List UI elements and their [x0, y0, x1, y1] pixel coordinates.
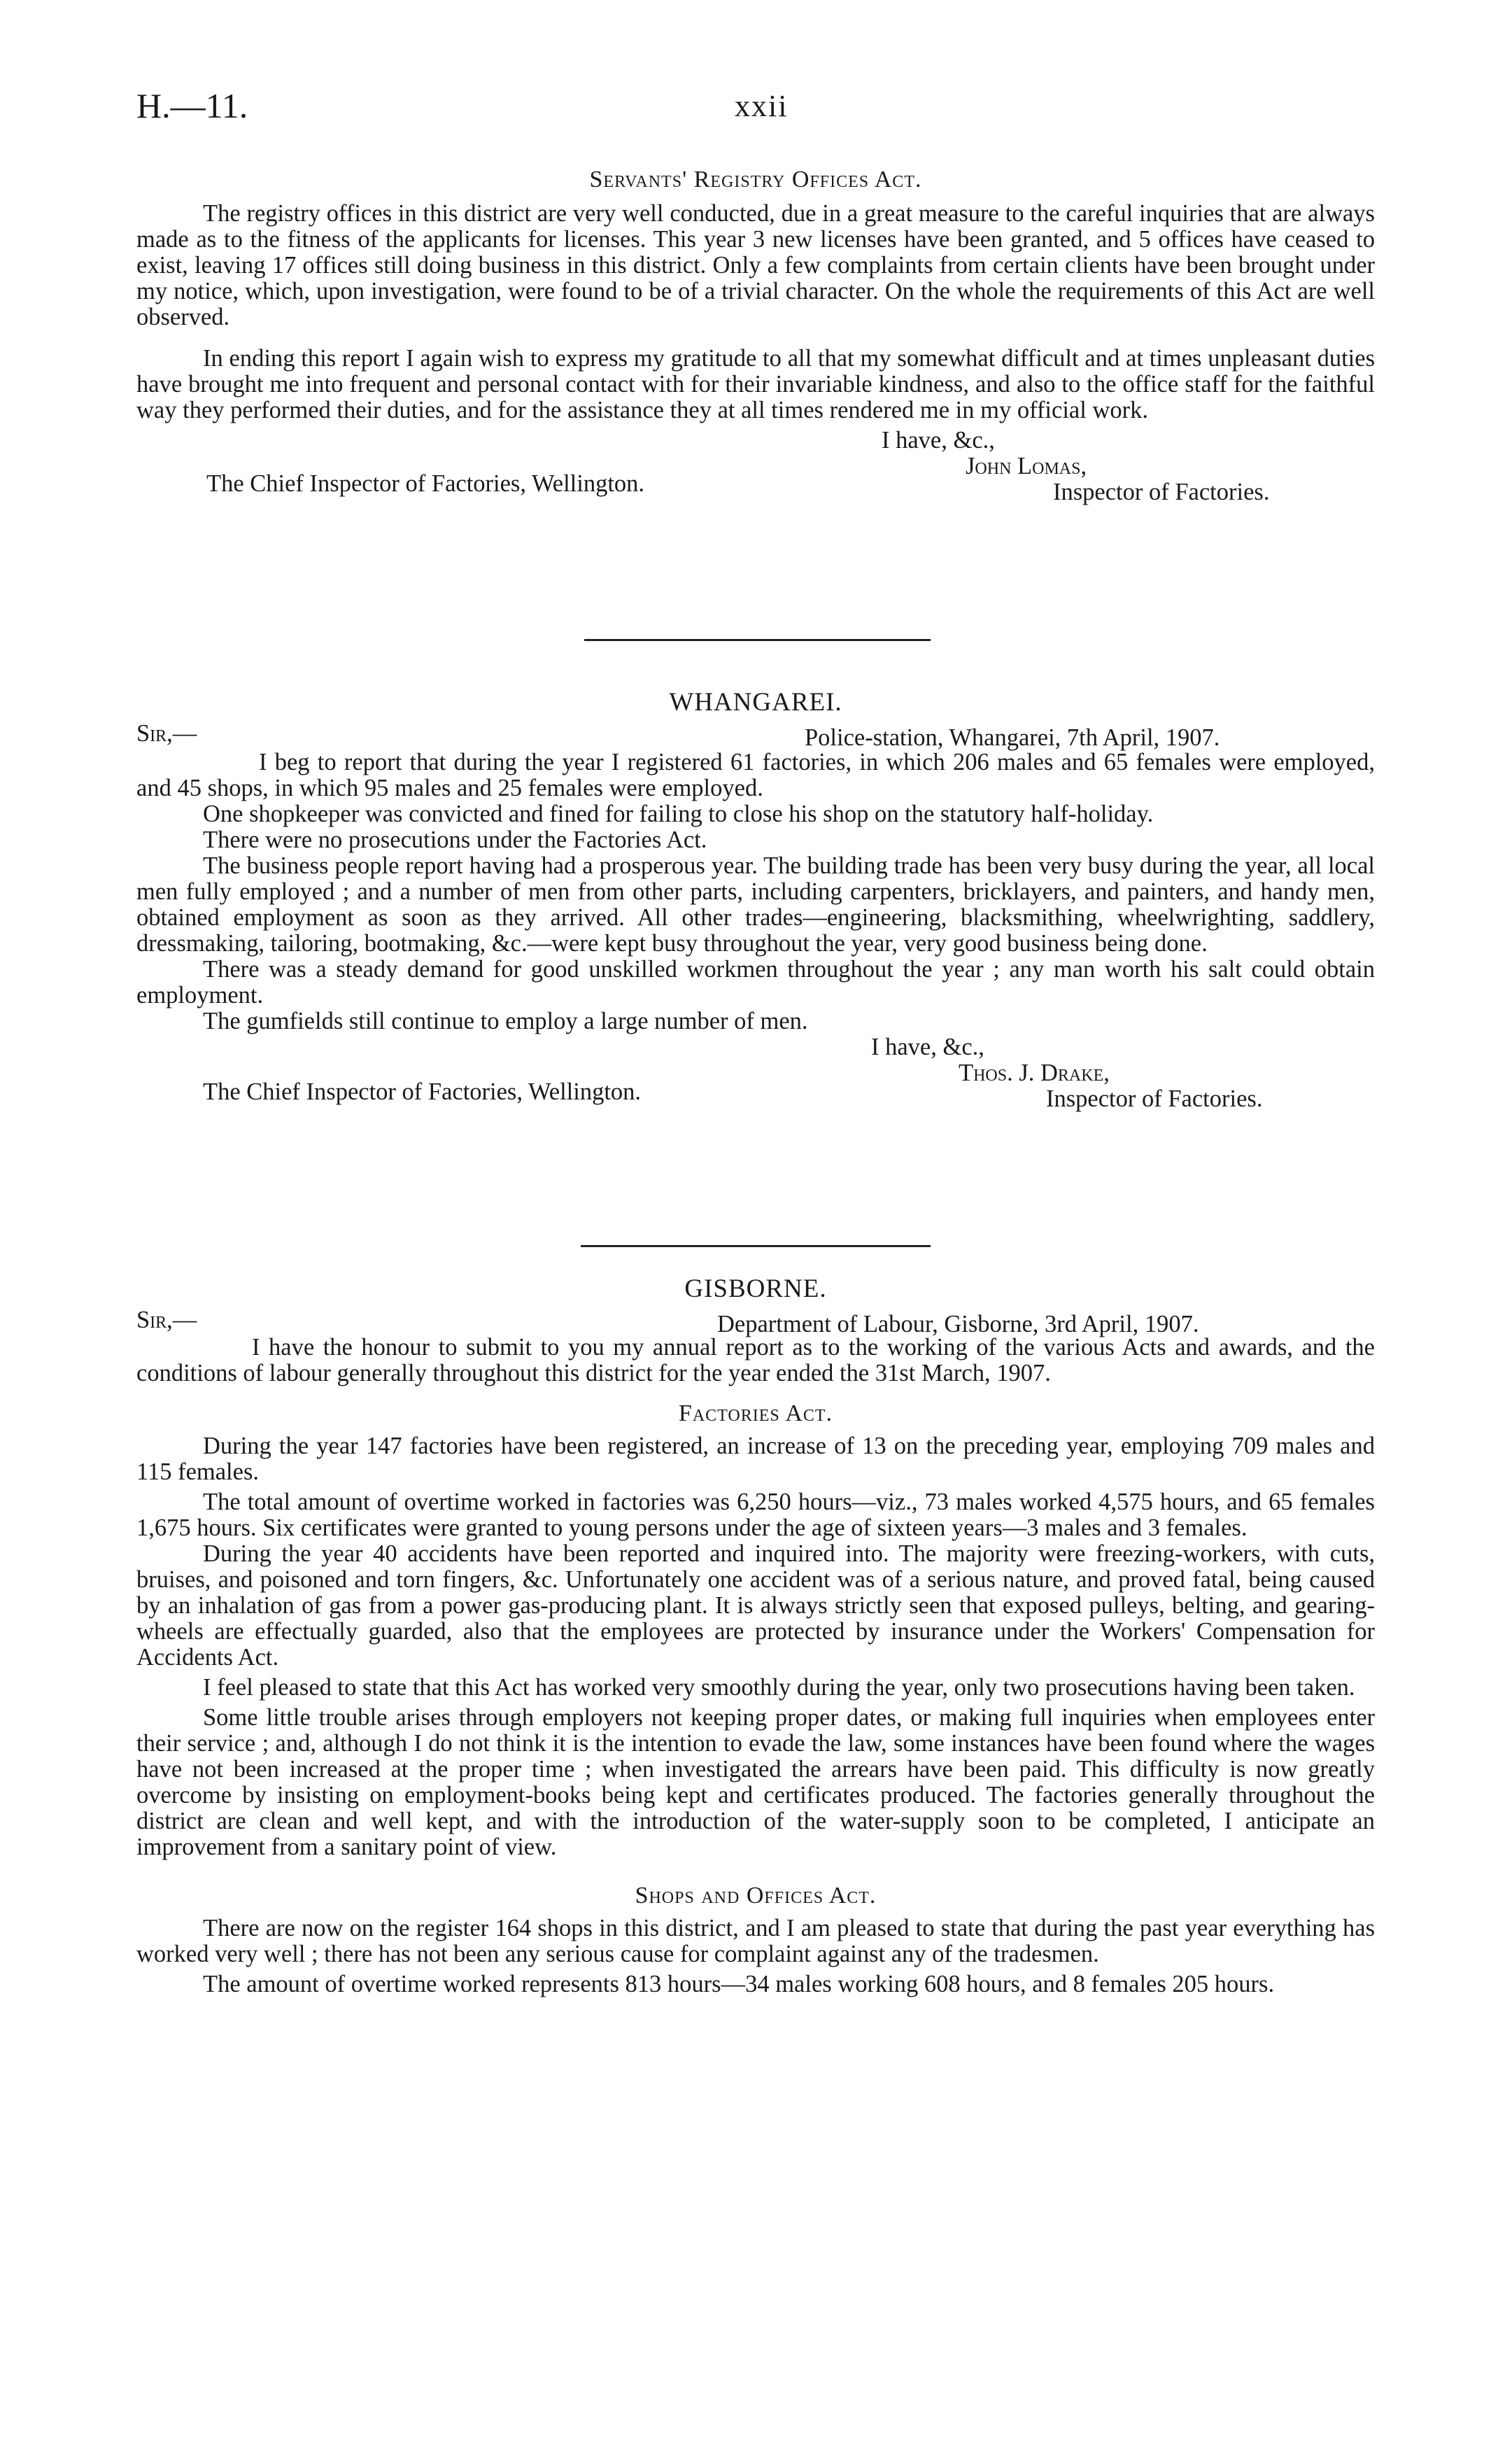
factories-paragraph: During the year 147 factories have been registered, an increase of 13 on the preceding year, employing 709 males and 115 females.: [136, 1433, 1375, 1485]
whangarei-paragraph: I beg to report that during the year I registered 61 factories, in which 206 males and 65 females were employed, and 45 shops, in which 95 males and 25 females were employed.: [136, 749, 1375, 801]
whangarei-paragraph: The gumfields still continue to employ a large number of men.: [203, 1008, 808, 1034]
servants-signer-title: Inspector of Factories.: [1053, 479, 1270, 505]
servants-closing: I have, &c.,: [882, 427, 995, 454]
factories-act-heading: Factories Act.: [678, 1400, 833, 1426]
factories-paragraph: Some little trouble arises through employers not keeping proper dates, or making full inquiries when employees enter their service ; and, although I do not think it is the intention to evade the law, some instances have been found where the wages have not been increased at the proper time ; when investigated the arrears have been paid. This difficulty is now greatly overcome by insisting on employment-books being kept and certificates produced. The factories generally throughout the district are clean and well kept, and with the introduction of the water-supply soon to be completed, I anticipate an improvement from a sanitary point of view.: [136, 1704, 1375, 1860]
whangarei-closing: I have, &c.,: [871, 1034, 984, 1060]
section-divider: [581, 1245, 931, 1247]
whangarei-signer-title: Inspector of Factories.: [1046, 1085, 1263, 1112]
whangarei-paragraph: The business people report having had a prosperous year. The building trade has been very busy during the year, all local men fully employed ; and a number of men from other parts, including carpenters, bricklayers, and painters, and handy men, obtained employment as soon as they arrived. All other trades—engineering, blacksmithing, wheelwrighting, saddlery, dressmaking, tailoring, bootmaking, &c.—were kept busy throughout the year, very good business being done.: [136, 852, 1375, 957]
servants-addressee: The Chief Inspector of Factories, Wellington.: [206, 470, 645, 497]
whangarei-addressee: The Chief Inspector of Factories, Wellington.: [203, 1078, 642, 1105]
whangarei-paragraph: One shopkeeper was convicted and fined for failing to close his shop on the statutory half-holiday.: [203, 801, 1154, 827]
whangarei-paragraph: There were no prosecutions under the Factories Act.: [203, 827, 707, 853]
shops-paragraph: There are now on the register 164 shops in this district, and I am pleased to state that during the past year everything has worked very well ; there has not been any serious cause for complaint against any of the tradesmen.: [136, 1915, 1375, 1967]
servants-heading: Servants' Registry Offices Act.: [589, 167, 922, 192]
gisborne-heading: GISBORNE.: [684, 1274, 827, 1303]
gisborne-intro: I have the honour to submit to you my annual report as to the working of the various Acts and awards, and the conditions of labour generally throughout this district for the year ended the 31st March, 1907.: [136, 1334, 1375, 1386]
whangarei-signer: Thos. J. Drake,: [959, 1060, 1110, 1086]
gisborne-section: [136, 1276, 1375, 1997]
section-divider: [584, 639, 931, 641]
whangarei-paragraph: There was a steady demand for good unskilled workmen throughout the year ; any man worth his salt could obtain employment.: [136, 956, 1375, 1008]
servants-signer: John Lomas,: [966, 453, 1087, 479]
whangarei-heading: WHANGAREI.: [669, 688, 842, 717]
whangarei-section: [136, 689, 1375, 1112]
shops-paragraph: The amount of overtime worked represents 813 hours—34 males working 608 hours, and 8 females 205 hours.: [203, 1971, 1275, 1997]
factories-paragraph: I feel pleased to state that this Act has worked very smoothly during the year, only two prosecutions having been taken.: [203, 1674, 1355, 1701]
factories-paragraph: The total amount of overtime worked in factories was 6,250 hours—viz., 73 males worked 4,575 hours, and 65 females 1,675 hours. Six certificates were granted to young persons under the age of sixteen years—3 males and 3 females.: [136, 1489, 1375, 1541]
gisborne-dateline: Department of Labour, Gisborne, 3rd April, 1907.: [717, 1311, 1199, 1337]
gisborne-salutation: Sir,—: [136, 1307, 197, 1333]
page-number: xxii: [735, 89, 789, 123]
shops-act-heading: Shops and Offices Act.: [635, 1883, 877, 1909]
servants-paragraph: The registry offices in this district are very well conducted, due in a great measure to the careful inquiries that are always made as to the fitness of the applicants for licenses. This year 3 new licenses have been granted, and 5 offices have ceased to exist, leaving 17 offices still doing business in this district. Only a few complaints from certain clients have been brought under my notice, which, upon investigation, were found to be of a trivial character. On the whole the requirements of this Act are well observed.: [136, 200, 1375, 330]
factories-paragraph: During the year 40 accidents have been reported and inquired into. The majority were freezing-workers, with cuts, bruises, and poisoned and torn fingers, &c. Unfortunately one accident was of a serious nature, and proved fatal, being caused by an inhalation of gas from a power gas-producing plant. It is always strictly seen that exposed pulleys, belting, and gearing-wheels are effectually guarded, also that the employees are protected by insurance under the Workers' Compensation for Accidents Act.: [136, 1540, 1375, 1671]
servants-section: [136, 167, 1375, 505]
document-code: H.—11.: [136, 86, 248, 125]
servants-paragraph: In ending this report I again wish to express my gratitude to all that my somewhat difficult and at times unpleasant duties have brought me into frequent and personal contact with for their invariable kindness, and also to the office staff for the faithful way they performed their duties, and for the assistance they at all times rendered me in my official work.: [136, 345, 1375, 423]
whangarei-salutation: Sir,—: [136, 720, 197, 747]
whangarei-dateline: Police-station, Whangarei, 7th April, 1907.: [805, 724, 1220, 751]
